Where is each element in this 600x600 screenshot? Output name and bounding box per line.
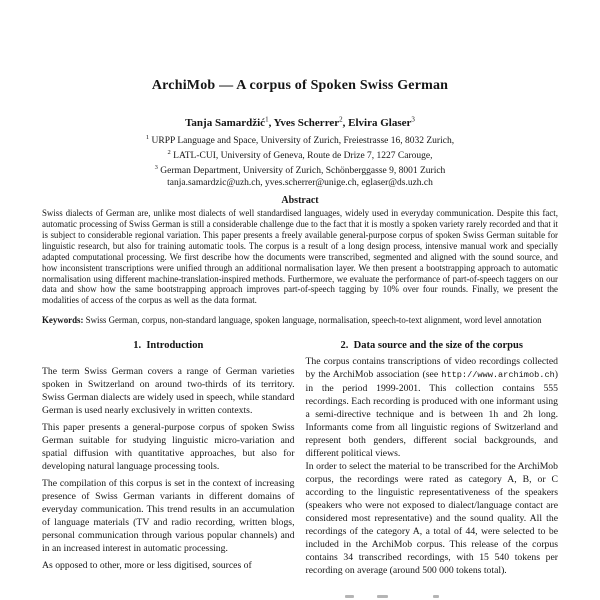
archimob-url-text: http://www.archimob.ch [441, 369, 555, 380]
author-2: Yves Scherrer$^2$, [273, 115, 349, 129]
intro-paragraph-2: This paper presents a general-purpose corpus of spoken Swiss German suitable for studying linguistic micro-variation and spatial diffusion with quantitative approaches, but also for developing natural language processing tools. [42, 421, 295, 472]
left-column [42, 340, 295, 577]
author-1-affil-mark: 1 [265, 115, 269, 123]
intro-paragraph-4-clipped: As opposed to other, more or less digitised, sources of [42, 559, 252, 571]
keywords-list: Swiss German, corpus, non-standard language, spoken language, normalisation, speech-to-text alignment, word level annotation [83, 315, 542, 326]
data-source-paragraph-2: In order to select the material to be transcribed for the ArchiMob corpus, the recordings were rated as category A, B, or C according to the linguistic representativeness of the speakers (speakers who were not exposed to dialect/language contact are considered most representative) and the sound quality. All the recordings of the category A, a total of 44, were selected to be included in the ArchiMob corpus. This release of the corpus contains 34 transcribed recordings, with 15 540 tokens per recording on average (around 500 000 tokens total). [305, 460, 558, 576]
section-heading-introduction: 1. Introduction [133, 339, 204, 351]
affiliation-1: $^1$ URPP Language and Space, University of Zurich, Freiestrasse 16, 8032 Zurich, [145, 133, 455, 146]
abstract-heading: Abstract [281, 195, 319, 207]
keywords-line [42, 315, 558, 327]
clipped-next-line-remnant [345, 595, 445, 599]
right-column [306, 340, 559, 577]
affiliations-block [42, 132, 558, 189]
author-3: Elvira Glaser$^3$ [348, 115, 415, 129]
intro-paragraph-3: The compilation of this corpus is set in the context of increasing presence of Swiss German variants in different domains of everyday communication. This trend results in an accumulation of language materials (TV and radio recording, written blogs, personal communication through various popular channels) and in an increased interest in automatic processing. [42, 477, 295, 554]
affiliation-2: $^2$ LATL-CUI, University of Geneva, Route de Drize 7, 1227 Carouge, [167, 148, 433, 161]
authors-line [42, 113, 558, 130]
section-heading-data-source: 2. Data source and the size of the corpus [340, 339, 523, 351]
author-1: Tanja Samardžić$^1$, [185, 115, 274, 129]
author-2-affil-mark: 2 [339, 115, 343, 123]
abstract-text: Swiss dialects of German are, unlike most dialects of well standardised languages, widely used in everyday communication. Despite this fact, automatic processing of Swiss German is still a considerable challenge due to the fact that it is mostly a spoken variety rarely recorded and that it is subject to considerable regional variation. This paper presents a freely available general-purpose corpus of spoken Swiss German suitable for linguistic research, but also for training automatic tools. The corpus is a result of a long design process, intensive manual work and specially adapted computational processing. We first describe how the documents were transcribed, segmented and aligned with the sound source, and how inconsistent transcriptions were unified through an additional normalisation layer. We then present a bootstrapping approach to automatic normalisation using different machine-translation-inspired methods. Furthermore, we evaluate the performance of part-of-speech taggers on our data and show how the same bootstrapping approach improves part-of-speech tagging by 10% over four rounds. Finally, we present the modalities of access of the corpus as well as the data format. [42, 208, 558, 306]
two-column-body [42, 340, 558, 577]
intro-paragraph-1: The term Swiss German covers a range of German varieties spoken in Switzerland on around two-thirds of its territory. Swiss German dialects are widely used in speech, while standard German is used nearly exclusively in written contexts. [42, 365, 295, 416]
data-source-paragraph-1: The corpus contains transcriptions of video recordings collected by the ArchiMob association (see http://www.archimob.ch) in the period 1999-2001. This collection contains 555 recordings. Each recording is produced with one informant using a semi-directive technique and is between 1h and 2h long. Informants come from all linguistic regions of Switzerland and represent both genders, different social backgrounds, and different political views. [305, 355, 558, 459]
affiliation-3: $^3$ German Department, University of Zurich, Schönberggasse 9, 8001 Zurich [154, 163, 446, 177]
paper-title: ArchiMob — A corpus of Spoken Swiss German [151, 78, 449, 93]
keywords-label: Keywords: [42, 315, 84, 326]
author-3-affil-mark: 3 [411, 115, 415, 123]
author-emails: tanja.samardzic@uzh.ch, yves.scherrer@unige.ch, eglaser@ds.uzh.ch [167, 178, 433, 189]
